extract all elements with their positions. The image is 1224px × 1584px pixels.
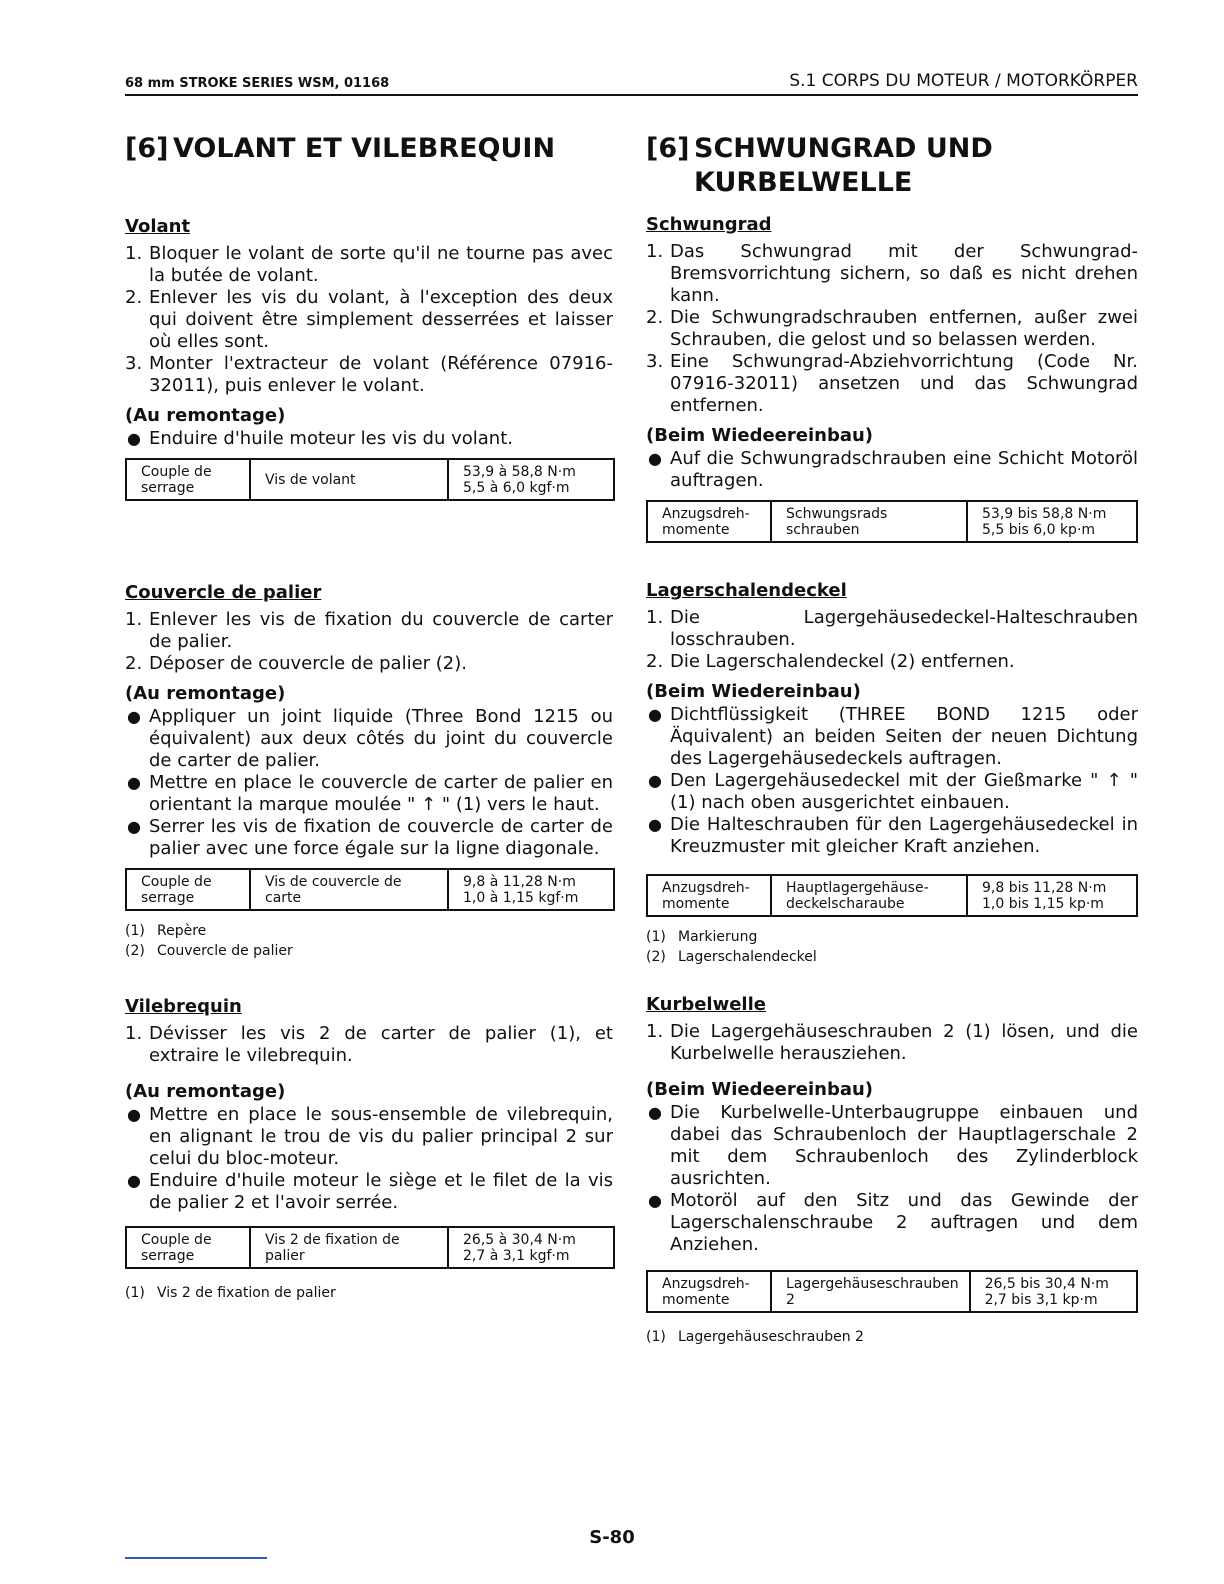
- bullet-item: [125, 428, 613, 450]
- torque-part: Vis de volant: [250, 459, 448, 500]
- footer-rule: [125, 1557, 267, 1559]
- volant-section: [125, 216, 613, 501]
- step-item: [125, 609, 613, 653]
- bullet-text: Auf die Schwungradschrauben eine Schicht Motoröl auftragen.: [670, 448, 1138, 491]
- subsection-heading: Vilebrequin: [125, 996, 242, 1017]
- subsection-heading: Kurbelwelle: [646, 994, 766, 1015]
- bullet-item: [646, 448, 1138, 492]
- bullet-item: [646, 814, 1138, 858]
- subsection-heading: Volant: [125, 216, 191, 237]
- step-number: 2.: [125, 287, 143, 308]
- lager-section: [646, 580, 1138, 967]
- step-list: [646, 1021, 1138, 1065]
- bullet-icon: ●: [127, 429, 141, 448]
- bullet-list: [646, 1102, 1138, 1256]
- legend: [125, 1283, 613, 1303]
- bullet-icon: ●: [648, 815, 662, 834]
- bullet-icon: ●: [648, 705, 662, 724]
- page-number: S-80: [589, 1527, 635, 1548]
- reassembly-heading: (Beim Wiedereinbau): [646, 681, 861, 702]
- section-title-fr: [125, 132, 613, 166]
- torque-part: Hauptlagergehäuse-deckelscharaube: [771, 875, 967, 916]
- torque-nm: 9,8 bis 11,28 N·m: [982, 880, 1107, 896]
- step-item: [125, 353, 613, 397]
- legend-key: (1): [646, 929, 666, 945]
- step-text: Déposer de couvercle de palier (2).: [149, 653, 468, 674]
- torque-part: Vis de couvercle de carte: [250, 869, 448, 910]
- section-number: [6]: [646, 133, 690, 164]
- reassembly-heading: (Beim Wiedeereinbau): [646, 425, 874, 446]
- step-item: [646, 307, 1138, 351]
- step-number: 2.: [646, 307, 664, 328]
- bullet-item: [125, 816, 613, 860]
- step-list: [125, 1023, 613, 1067]
- bullet-list: [646, 448, 1138, 492]
- reassembly-heading: (Beim Wiedeereinbau): [646, 1079, 874, 1100]
- legend-label: Lagerschalendeckel: [678, 949, 817, 965]
- german-column: [646, 132, 1138, 1345]
- legend-item: [646, 927, 1138, 947]
- torque-value: [448, 1227, 614, 1268]
- torque-nm: 53,9 bis 58,8 N·m: [982, 506, 1107, 522]
- step-number: 2.: [125, 653, 143, 674]
- step-list: [125, 609, 613, 675]
- bullet-icon: ●: [648, 449, 662, 468]
- bullet-text: Mettre en place le couvercle de carter de palier en orientant la marque moulée " ↑ " (1) vers le haut.: [149, 772, 613, 815]
- bullet-text: Die Kurbelwelle-Unterbaugruppe einbauen und dabei das Schraubenloch der Hauptlagerschale 2 mit dem Schraubenloch des Zylinderblock ausrichten.: [670, 1102, 1138, 1189]
- torque-kgf: 5,5 bis 6,0 kp·m: [982, 522, 1096, 538]
- step-number: 2.: [646, 651, 664, 672]
- bullet-icon: ●: [127, 1105, 141, 1124]
- legend-label: Markierung: [678, 929, 758, 945]
- step-text: Bloquer le volant de sorte qu'il ne tourne pas avec la butée de volant.: [149, 243, 613, 286]
- bullet-item: [125, 706, 613, 772]
- torque-label: Couple de serrage: [126, 1227, 250, 1268]
- reassembly-heading: (Au remontage): [125, 405, 286, 426]
- french-column: [125, 132, 613, 1301]
- step-list: [646, 241, 1138, 417]
- step-number: 3.: [125, 353, 143, 374]
- header-series: 68 mm STROKE SERIES WSM, 01168: [125, 76, 390, 91]
- step-number: 1.: [646, 241, 664, 262]
- legend-key: (2): [125, 943, 145, 959]
- section-title-line1: SCHWUNGRAD UND: [694, 133, 993, 164]
- torque-label: Anzugsdreh-momente: [647, 875, 771, 916]
- legend: [646, 1327, 1138, 1347]
- step-text: Enlever les vis du volant, à l'exception des deux qui doivent être simplement desserrées et laisser où elles sont.: [149, 287, 613, 352]
- subsection-heading: Couvercle de palier: [125, 582, 322, 603]
- torque-kgf: 5,5 à 6,0 kgf·m: [463, 480, 570, 496]
- step-text: Die Lagergehäusedeckel-Halteschrauben losschrauben.: [670, 607, 1138, 650]
- step-list: [125, 243, 613, 397]
- couvercle-section: [125, 582, 613, 961]
- legend-label: Vis 2 de fixation de palier: [157, 1285, 336, 1301]
- bullet-icon: ●: [127, 707, 141, 726]
- bullet-icon: ●: [127, 773, 141, 792]
- schwungrad-section: [646, 214, 1138, 543]
- section-number: [6]: [125, 133, 169, 164]
- torque-nm: 26,5 bis 30,4 N·m: [984, 1276, 1109, 1292]
- torque-part: Lagergehäuseschrauben 2: [771, 1271, 970, 1312]
- torque-nm: 53,9 à 58,8 N·m: [463, 464, 576, 480]
- step-text: Die Lagerschalendeckel (2) entfernen.: [670, 651, 1015, 672]
- bullet-text: Appliquer un joint liquide (Three Bond 1215 ou équivalent) aux deux côtés du joint du couvercle de carter de palier.: [149, 706, 613, 771]
- torque-part: Schwungsrads schrauben: [771, 501, 967, 542]
- step-item: [646, 351, 1138, 417]
- legend-label: Repère: [157, 923, 207, 939]
- legend-label: Couvercle de palier: [157, 943, 293, 959]
- bullet-icon: ●: [648, 1191, 662, 1210]
- legend-item: [125, 1283, 613, 1303]
- torque-value: [967, 875, 1137, 916]
- torque-table: [646, 1270, 1138, 1313]
- bullet-text: Den Lagergehäusedeckel mit der Gießmarke " ↑ " (1) nach oben ausgerichtet einbauen.: [670, 770, 1138, 813]
- step-number: 1.: [125, 243, 143, 264]
- step-item: [646, 607, 1138, 651]
- page-header: [125, 72, 1138, 96]
- bullet-item: [125, 1170, 613, 1214]
- bullet-text: Dichtflüssigkeit (THREE BOND 1215 oder Äquivalent) an beiden Seiten der neuen Dichtung des Lagergehäusedeckels auftragen.: [670, 704, 1138, 769]
- legend-item: [125, 941, 613, 961]
- bullet-icon: ●: [127, 817, 141, 836]
- section-title-de: [646, 132, 1138, 200]
- header-section: S.1 CORPS DU MOTEUR / MOTORKÖRPER: [789, 71, 1138, 91]
- torque-kgf: 1,0 à 1,15 kgf·m: [463, 890, 579, 906]
- torque-value: [448, 459, 614, 500]
- torque-label: Couple de serrage: [126, 459, 250, 500]
- torque-table: [646, 874, 1138, 917]
- vilebrequin-section: [125, 996, 613, 1303]
- torque-kgf: 1,0 bis 1,15 kp·m: [982, 896, 1104, 912]
- bullet-text: Enduire d'huile moteur les vis du volant.: [149, 428, 513, 449]
- bullet-list: [646, 704, 1138, 858]
- bullet-icon: ●: [648, 1103, 662, 1122]
- torque-table: [125, 868, 615, 911]
- step-list: [646, 607, 1138, 673]
- step-text: Monter l'extracteur de volant (Référence 07916-32011), puis enlever le volant.: [149, 353, 613, 396]
- torque-kgf: 2,7 à 3,1 kgf·m: [463, 1248, 570, 1264]
- step-item: [125, 653, 613, 675]
- step-number: 1.: [646, 1021, 664, 1042]
- bullet-text: Enduire d'huile moteur le siège et le filet de la vis de palier 2 et l'avoir serrée.: [149, 1170, 613, 1213]
- step-number: 3.: [646, 351, 664, 372]
- torque-table: [646, 500, 1138, 543]
- legend-key: (1): [646, 1329, 666, 1345]
- bullet-list: [125, 1104, 613, 1214]
- bullet-item: [125, 1104, 613, 1170]
- legend-item: [646, 1327, 1138, 1347]
- bullet-item: [646, 704, 1138, 770]
- reassembly-heading: (Au remontage): [125, 1081, 286, 1102]
- torque-part: Vis 2 de fixation de palier: [250, 1227, 448, 1268]
- torque-value: [967, 501, 1137, 542]
- kurbel-section: [646, 994, 1138, 1347]
- legend-item: [125, 921, 613, 941]
- bullet-item: [646, 1102, 1138, 1190]
- bullet-text: Die Halteschrauben für den Lagergehäusedeckel in Kreuzmuster mit gleicher Kraft anziehen.: [670, 814, 1138, 857]
- bullet-icon: ●: [648, 771, 662, 790]
- torque-label: Anzugsdreh-momente: [647, 1271, 771, 1312]
- legend-key: (1): [125, 1285, 145, 1301]
- bullet-text: Motoröl auf den Sitz und das Gewinde der Lagerschalenschraube 2 auftragen und dem Anziehen.: [670, 1190, 1138, 1255]
- legend: [646, 927, 1138, 967]
- step-number: 1.: [125, 1023, 143, 1044]
- torque-label: Anzugsdreh-momente: [647, 501, 771, 542]
- torque-value: [970, 1271, 1137, 1312]
- step-item: [646, 241, 1138, 307]
- step-text: Die Schwungradschrauben entfernen, außer zwei Schrauben, die gelost und so belassen werden.: [670, 307, 1138, 350]
- section-title-line2: KURBELWELLE: [694, 167, 913, 198]
- step-item: [125, 1023, 613, 1067]
- bullet-item: [646, 1190, 1138, 1256]
- torque-value: [448, 869, 614, 910]
- step-item: [646, 1021, 1138, 1065]
- torque-table: [125, 458, 615, 501]
- subsection-heading: Schwungrad: [646, 214, 772, 235]
- torque-nm: 26,5 à 30,4 N·m: [463, 1232, 576, 1248]
- torque-label: Couple de serrage: [126, 869, 250, 910]
- step-text: Die Lagergehäuseschrauben 2 (1) lösen, und die Kurbelwelle herausziehen.: [670, 1021, 1138, 1064]
- step-text: Das Schwungrad mit der Schwungrad-Bremsvorrichtung sichern, so daß es nicht drehen kann.: [670, 241, 1138, 306]
- bullet-item: [646, 770, 1138, 814]
- step-item: [125, 243, 613, 287]
- bullet-text: Mettre en place le sous-ensemble de vilebrequin, en alignant le trou de vis du palier principal 2 sur celui du bloc-moteur.: [149, 1104, 613, 1169]
- torque-table: [125, 1226, 615, 1269]
- step-text: Eine Schwungrad-Abziehvorrichtung (Code Nr. 07916-32011) ansetzen und das Schwungrad entfernen.: [670, 351, 1138, 416]
- torque-kgf: 2,7 bis 3,1 kp·m: [984, 1292, 1098, 1308]
- bullet-item: [125, 772, 613, 816]
- step-item: [646, 651, 1138, 673]
- step-number: 1.: [646, 607, 664, 628]
- bullet-list: [125, 706, 613, 860]
- torque-nm: 9,8 à 11,28 N·m: [463, 874, 576, 890]
- step-text: Enlever les vis de fixation du couvercle de carter de palier.: [149, 609, 613, 652]
- bullet-text: Serrer les vis de fixation de couvercle de carter de palier avec une force égale sur la ligne diagonale.: [149, 816, 613, 859]
- step-number: 1.: [125, 609, 143, 630]
- bullet-icon: ●: [127, 1171, 141, 1190]
- reassembly-heading: (Au remontage): [125, 683, 286, 704]
- legend-key: (2): [646, 949, 666, 965]
- legend-label: Lagergehäuseschrauben 2: [678, 1329, 864, 1345]
- legend-key: (1): [125, 923, 145, 939]
- step-text: Dévisser les vis 2 de carter de palier (1), et extraire le vilebrequin.: [149, 1023, 613, 1066]
- section-title-text: VOLANT ET VILEBREQUIN: [173, 133, 556, 164]
- subsection-heading: Lagerschalendeckel: [646, 580, 847, 601]
- legend-item: [646, 947, 1138, 967]
- bullet-list: [125, 428, 613, 450]
- step-item: [125, 287, 613, 353]
- legend: [125, 921, 613, 961]
